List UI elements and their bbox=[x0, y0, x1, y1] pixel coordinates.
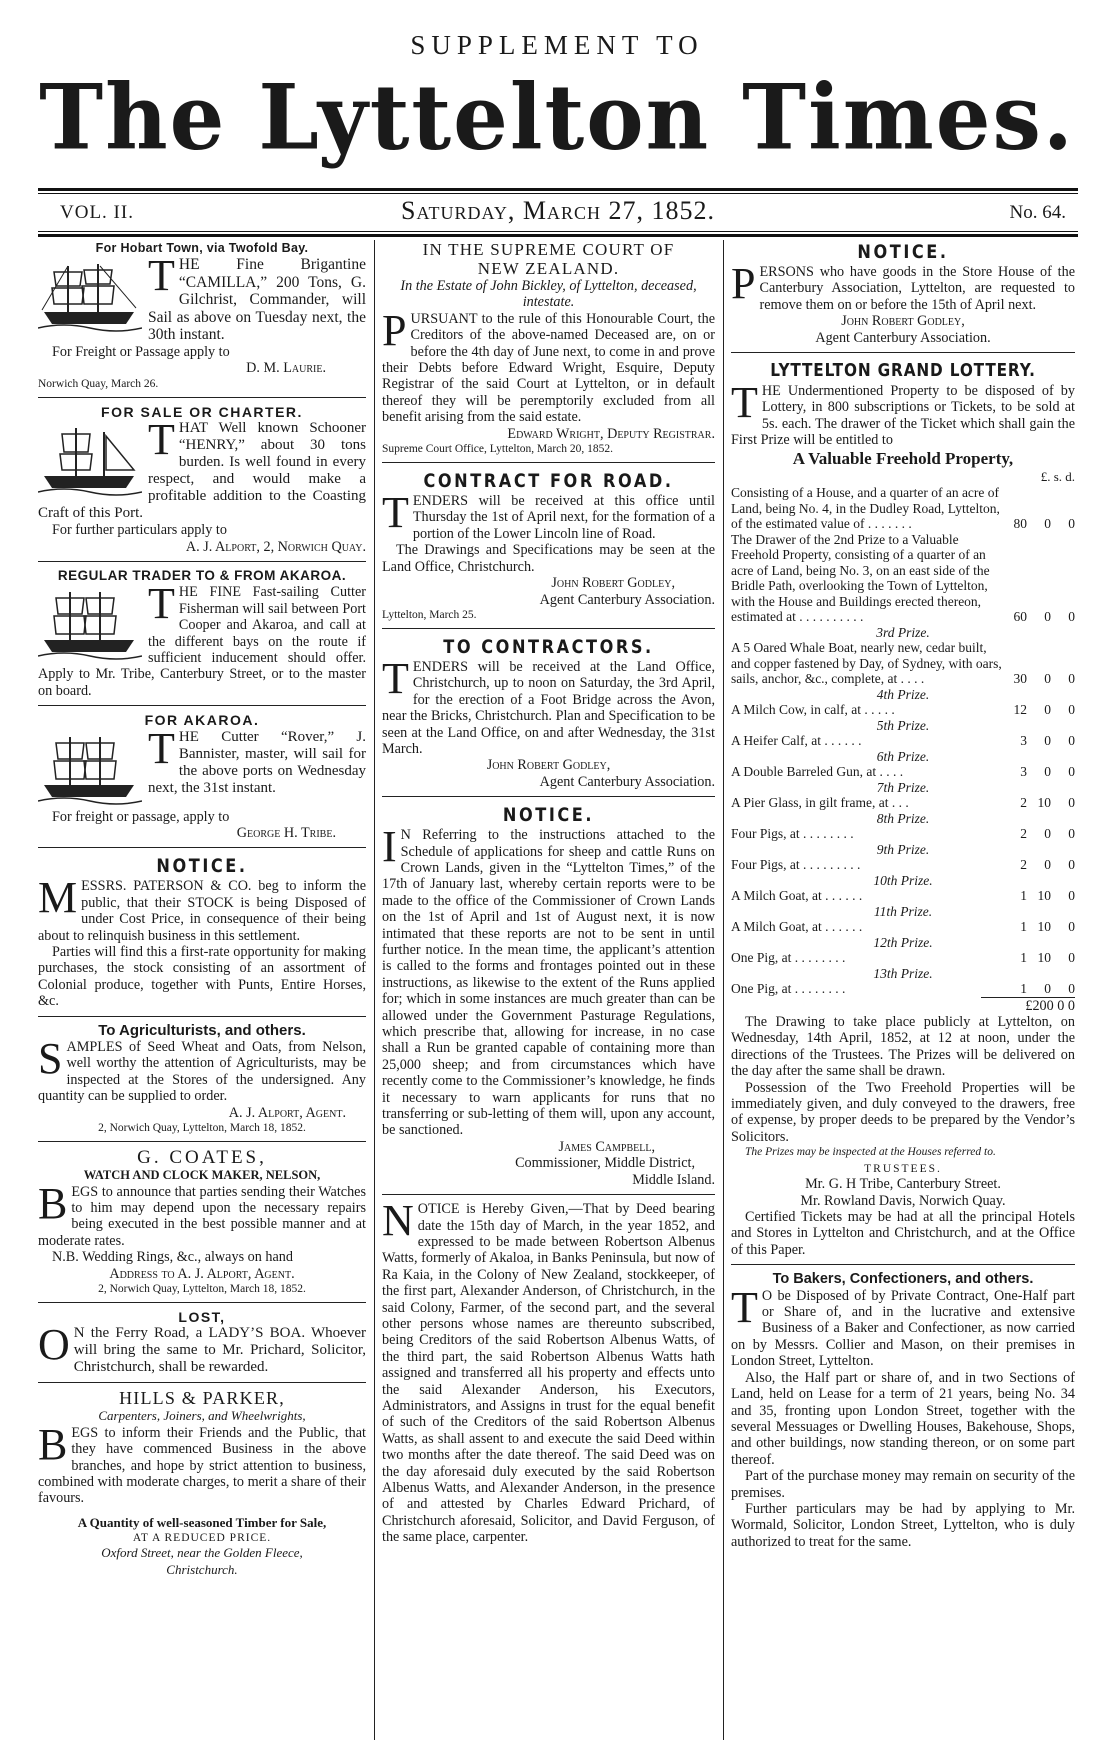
ad-contractors bbox=[382, 635, 715, 790]
prize-shillings: 0 bbox=[1044, 981, 1051, 997]
prize-row bbox=[731, 857, 1075, 873]
ad-footnote: 2, Norwich Quay, Lyttelton, March 18, 1852. bbox=[98, 1282, 306, 1295]
prize-label: 9th Prize. bbox=[876, 841, 930, 857]
reduced-price: AT A REDUCED PRICE. bbox=[132, 1532, 272, 1545]
ad-signature-2: Agent Canterbury Association. bbox=[815, 329, 991, 346]
ad-body: ENDERS will be received at this office until Thursday the 1st of April next, for the formation of a portion of the Lower Lincoln line of Road. bbox=[412, 493, 715, 542]
ad-body: HE FINE Fast-sailing Cutter Fisherman will sail between Port Cooper and Akaroa, and call at the different bays on the route if sufficient inducement should offer. Apply to Mr. Tribe, Canterbury Street, or to the master on board. bbox=[38, 584, 366, 699]
dateline-rule-thin bbox=[38, 231, 1078, 232]
ad-body: URSUANT to the rule of this Honourable Court, the Creditors of the above-named Deceased are, on or before the 4th day of June next, to come in and prove their Debts before Edward Wright, Esquire, Deputy Registrar of the said Court at Lyttelton, or in default thereof they will be peremptorily excluded from all benefit arising from the said estate. bbox=[382, 310, 715, 426]
ad-lottery bbox=[731, 359, 1075, 1258]
prize-row bbox=[731, 919, 1075, 935]
prize-row bbox=[731, 826, 1075, 842]
ad-coates bbox=[38, 1148, 366, 1296]
prize-pence: 0 bbox=[1068, 671, 1075, 687]
separator bbox=[731, 352, 1075, 353]
ad-sale-charter bbox=[38, 404, 366, 555]
prize-pence: 0 bbox=[1068, 733, 1075, 749]
prize-label: 3rd Prize. bbox=[876, 624, 930, 640]
prize-description: Four Pigs, at . . . . . . . . . bbox=[731, 857, 861, 873]
column-3 bbox=[731, 240, 1075, 1740]
ad-body: EGS to inform their Friends and the Public, that they have commenced Business in the above branches, and hope by strict attention to business, combined with moderate charges, to merit a share of their favours. bbox=[38, 1424, 366, 1507]
column-2 bbox=[382, 240, 715, 1740]
prize-shillings: 0 bbox=[1044, 671, 1051, 687]
drop-cap: T bbox=[382, 653, 409, 703]
ad-line: For freight or passage, apply to bbox=[52, 808, 230, 825]
prize-row bbox=[731, 950, 1075, 966]
prize-label-row bbox=[731, 780, 1075, 796]
separator bbox=[38, 1302, 366, 1303]
ad-signature: D. M. Laurie. bbox=[246, 360, 326, 377]
prize-pounds: 1 bbox=[1020, 919, 1027, 935]
separator bbox=[382, 462, 715, 463]
column-divider-1 bbox=[374, 240, 375, 1740]
prize-pounds: 12 bbox=[1013, 702, 1027, 718]
prize-shillings: 10 bbox=[1037, 888, 1051, 904]
prize-description: One Pig, at . . . . . . . . bbox=[731, 950, 846, 966]
ad-body: HE Cutter “Rover,” J. Bannister, master, will sail for the above ports on Wednesday next, the 31st instant. bbox=[148, 728, 366, 796]
prize-label-row bbox=[731, 935, 1075, 951]
prize-shillings: 0 bbox=[1044, 764, 1051, 780]
trustee-2: Mr. Rowland Davis, Norwich Quay. bbox=[800, 1192, 1006, 1209]
prize-label: 8th Prize. bbox=[876, 810, 930, 826]
prize-label-row bbox=[731, 904, 1075, 920]
ad-body: N Referring to the instructions attached to the Schedule of applications for sheep and cattle Runs on Crown Lands, given in the “Lyttelton Times,” of the 17th of January last, whereby certain reports were to be made to the office of the Commissioner of Crown Lands on the 1st of April and 1st of August next, it is now intimated that these reports are not to be sent in until further notice. In the mean time, the applicant’s attention is called to the forms and frontages pointed out in these instructions, as likewise to the extent of the Runs applied for; which in some instances are much greater than can be allowed under the Government Pasturage Regulations, which prescribe that, allowing for increase, in no case shall a Run be granted capable of containing more than 25,000 sheep; and from circumstances which have recently come to the Commissioner’s knowledge, he finds it necessary to warn applicants for runs that no transferring or sub-letting of them will, upon any account, be sanctioned. bbox=[382, 827, 715, 1139]
prize-description: The Drawer of the 2nd Prize to a Valuable Freehold Property, consisting of a quarter of an acre of Land, being No. 3, on an east side of the Bridle Path, overlooking the Town of Lyttelton, with the House and Buildings erected thereon, estimated at . . . . . . . . . . bbox=[731, 531, 990, 625]
ad-body-4: Further particulars may be had by applying to Mr. Wormald, Solicitor, London Street, Lyttelton, who is duly authorized to treat for the same. bbox=[731, 1500, 1075, 1550]
drop-cap: T bbox=[382, 488, 409, 538]
drop-cap: O bbox=[38, 1320, 70, 1370]
estate-line: In the Estate of John Bickley, of Lyttelton, deceased, intestate. bbox=[400, 278, 697, 311]
ad-heading: FOR AKAROA. bbox=[144, 712, 260, 729]
drop-cap: B bbox=[38, 1419, 68, 1469]
ad-body-2: Parties will find this a first-rate opportunity for making purchases, the stock consisting of an assortment of Colonial produce, together with Punts, Entire Horses, &c. bbox=[38, 944, 366, 1010]
ad-body: HE Fine Brigantine “CAMILLA,” 200 Tons, G. Gilchrist, Commander, will Sail as above on Tuesday next, the 30th instant. bbox=[148, 256, 366, 344]
prize-label: 6th Prize. bbox=[876, 748, 930, 764]
ad-footnote: Lyttelton, March 25. bbox=[382, 608, 477, 621]
prize-pence: 0 bbox=[1068, 826, 1075, 842]
prize-label: 5th Prize. bbox=[876, 717, 930, 733]
supplement-heading: SUPPLEMENT TO bbox=[410, 30, 704, 60]
prize-description: A Heifer Calf, at . . . . . . bbox=[731, 733, 862, 749]
ad-signature-2: Agent Canterbury Association. bbox=[539, 773, 715, 790]
drop-cap: M bbox=[38, 873, 78, 923]
prize-description: Consisting of a House, and a quarter of an acre of Land, being No. 4, in the Dudley Road, Lyttelton, of the estimated value of . . . . . . . bbox=[731, 485, 1000, 532]
prize-description: A Double Barreled Gun, at . . . . bbox=[731, 764, 904, 780]
ship-icon bbox=[38, 422, 142, 498]
prize-pence: 0 bbox=[1068, 950, 1075, 966]
ad-agriculturists bbox=[38, 1023, 366, 1135]
prize-pounds: 3 bbox=[1020, 733, 1027, 749]
prize-description: A Pier Glass, in gilt frame, at . . . bbox=[731, 795, 909, 811]
ad-body-2: N.B. Wedding Rings, &c., always on hand bbox=[52, 1249, 293, 1266]
ad-hills-parker bbox=[38, 1389, 366, 1578]
prize-pounds: 30 bbox=[1013, 671, 1027, 687]
prize-label-row bbox=[731, 966, 1075, 982]
drop-cap: I bbox=[382, 822, 397, 872]
ad-paterson bbox=[38, 854, 366, 1009]
ad-heading: For Hobart Town, via Twofold Bay. bbox=[95, 241, 309, 255]
ad-hobart bbox=[38, 240, 366, 391]
masthead-rule-top bbox=[38, 188, 1078, 191]
ad-subheading: WATCH AND CLOCK MAKER, NELSON, bbox=[83, 1168, 321, 1183]
ad-contract-road bbox=[382, 469, 715, 622]
prize-label: 13th Prize. bbox=[873, 965, 933, 981]
drop-cap: S bbox=[38, 1034, 63, 1084]
prize-label-row bbox=[731, 873, 1075, 889]
prize-pounds: 2 bbox=[1020, 857, 1027, 873]
prize-label: 4th Prize. bbox=[876, 686, 930, 702]
separator bbox=[38, 1382, 366, 1383]
ad-body: HE Undermentioned Property to be disposed of by Lottery, in 800 subscriptions or Tickets, to be sold at 5s. each. The drawer of the Ticket which shall gain the First Prize will be entitled to bbox=[731, 383, 1075, 449]
prize-label: 12th Prize. bbox=[873, 934, 933, 950]
ad-heading: REGULAR TRADER TO & FROM AKAROA. bbox=[57, 567, 347, 583]
drop-cap: T bbox=[731, 378, 758, 428]
prize-pence: 0 bbox=[1068, 516, 1075, 532]
prize-pence: 0 bbox=[1068, 764, 1075, 780]
separator bbox=[382, 1194, 715, 1195]
ship-icon bbox=[38, 586, 142, 662]
prize-pounds: 2 bbox=[1020, 826, 1027, 842]
masthead-rule-thin bbox=[38, 193, 1078, 194]
drop-cap: P bbox=[382, 305, 407, 355]
prize-description: One Pig, at . . . . . . . . bbox=[731, 981, 846, 997]
ad-footnote: Norwich Quay, March 26. bbox=[38, 377, 159, 390]
prize-shillings: 0 bbox=[1044, 857, 1051, 873]
inspection-notice: The Prizes may be inspected at the Houses referred to. bbox=[745, 1146, 996, 1159]
prize-row bbox=[731, 733, 1075, 749]
ad-bakers bbox=[731, 1271, 1075, 1550]
prize-label-row bbox=[731, 749, 1075, 765]
timber-notice: A Quantity of well-seasoned Timber for Sale, bbox=[77, 1514, 327, 1530]
drop-cap: P bbox=[731, 259, 756, 308]
separator bbox=[38, 1141, 366, 1142]
masthead-title: The Lyttelton Times. bbox=[39, 64, 1075, 171]
prize-label-row bbox=[731, 718, 1075, 734]
ad-footnote: 2, Norwich Quay, Lyttelton, March 18, 1852. bbox=[98, 1122, 306, 1135]
ad-signature: James Campbell, bbox=[558, 1138, 655, 1155]
prize-shillings: 0 bbox=[1044, 826, 1051, 842]
ad-body: ERSONS who have goods in the Store House of the Canterbury Association, Lyttelton, are requested to remove them on or before the 15th of April next. bbox=[759, 264, 1075, 313]
drop-cap: T bbox=[148, 723, 175, 773]
prize-label-row bbox=[731, 625, 1075, 641]
prize-pounds: 1 bbox=[1020, 981, 1027, 997]
tickets-notice: Certified Tickets may be had at all the principal Hotels and Stores in Lyttelton and Christchurch, and at the Office of this Paper. bbox=[731, 1209, 1075, 1258]
ship-icon bbox=[38, 258, 142, 334]
prize-description: A 5 Oared Whale Boat, nearly new, cedar built, and copper fastened by Day, of Sydney, with oars, sails, anchor, &c., complete, at . . . . bbox=[731, 640, 1002, 687]
dateline bbox=[40, 196, 1076, 230]
prize-pence: 0 bbox=[1068, 919, 1075, 935]
drop-cap: B bbox=[38, 1178, 68, 1228]
ad-signature: Address to A. J. Alport, Agent. bbox=[109, 1265, 295, 1282]
ad-subheading: A Valuable Freehold Property, bbox=[792, 448, 1014, 468]
drop-cap: T bbox=[148, 579, 175, 629]
drop-cap: N bbox=[382, 1196, 414, 1246]
ad-signature: A. J. Alport, Agent. bbox=[228, 1104, 346, 1121]
issue-number: No. 64. bbox=[1009, 202, 1066, 223]
prize-shillings: 0 bbox=[1044, 516, 1051, 532]
volume: VOL. II. bbox=[60, 202, 134, 223]
ad-signature: Edward Wright, Deputy Registrar. bbox=[507, 425, 715, 442]
prize-shillings: 0 bbox=[1044, 609, 1051, 625]
ad-heading: G. COATES, bbox=[137, 1147, 267, 1169]
ad-body: EGS to announce that parties sending their Watches to him may depend upon the necessary repairs being executed in the best possible manner and at moderate rates. bbox=[38, 1183, 366, 1249]
ad-signature-2: Commissioner, Middle District, bbox=[515, 1155, 695, 1172]
prize-description: A Milch Goat, at . . . . . . bbox=[731, 888, 863, 904]
ad-heading: NOTICE. bbox=[502, 804, 595, 827]
ad-body: N the Ferry Road, a LADY’S BOA. Whoever will bring the same to Mr. Prichard, Solicitor, Christchurch, shall be rewarded. bbox=[73, 1325, 366, 1376]
trustee-1: Mr. G. H Tribe, Canterbury Street. bbox=[805, 1176, 1001, 1193]
trustees-heading: TRUSTEES. bbox=[864, 1163, 942, 1176]
prize-label: 10th Prize. bbox=[873, 872, 933, 888]
prize-description: A Milch Goat, at . . . . . . bbox=[731, 919, 863, 935]
prize-row bbox=[731, 640, 1075, 687]
prize-pence: 0 bbox=[1068, 888, 1075, 904]
prize-row bbox=[731, 532, 1075, 625]
drawing-notice: The Drawing to take place publicly at Lyttelton, on Wednesday, 14th April, 1852, at 12 at noon, under the directions of the Trustees. The Prizes will be delivered on the day after the same shall be drawn. bbox=[731, 1013, 1075, 1080]
separator bbox=[38, 1016, 366, 1017]
currency-header: £. s. d. bbox=[1040, 468, 1075, 484]
prize-table bbox=[731, 485, 1075, 997]
prize-label-row bbox=[731, 687, 1075, 703]
ad-signature: John Robert Godley, bbox=[551, 575, 675, 592]
prize-label: 7th Prize. bbox=[876, 779, 930, 795]
prize-label: 11th Prize. bbox=[873, 903, 933, 919]
separator bbox=[38, 847, 366, 848]
ad-body-3: Part of the purchase money may remain on security of the premises. bbox=[731, 1468, 1075, 1501]
ad-footnote: Supreme Court Office, Lyttelton, March 20, 1852. bbox=[382, 443, 614, 456]
ad-heading: LOST, bbox=[178, 1308, 226, 1325]
ad-signature: John Robert Godley, bbox=[486, 757, 611, 774]
ship-icon bbox=[38, 731, 142, 807]
ad-signature-2: Agent Canterbury Association. bbox=[539, 591, 715, 608]
dateline-rule-bottom bbox=[38, 234, 1078, 237]
prize-pence: 0 bbox=[1068, 702, 1075, 718]
prize-pence: 0 bbox=[1068, 609, 1075, 625]
prize-shillings: 10 bbox=[1037, 795, 1051, 811]
ad-heading: LYTTELTON GRAND LOTTERY. bbox=[770, 360, 1036, 382]
separator bbox=[38, 561, 366, 562]
ad-heading: To Bakers, Confectioners, and others. bbox=[772, 1271, 1034, 1288]
separator bbox=[38, 705, 366, 706]
ad-body: O be Disposed of by Private Contract, One-Half part or Share of, and in the lucrative and extensive Business of a Baker and Confectioner, as now carried on by Messrs. Collier and Mason, on their premises in London Street, Lyttelton. bbox=[731, 1287, 1075, 1370]
address-line-1: Oxford Street, near the Golden Fleece, bbox=[101, 1545, 303, 1561]
column-divider-2 bbox=[723, 240, 724, 1740]
column-1 bbox=[38, 240, 366, 1740]
possession-notice: Possession of the Two Freehold Properties will be immediately given, and duly conveyed to the drawers, free of expense, by proper deeds to be prepared by the Vendor’s Solicitors. bbox=[731, 1079, 1075, 1145]
prize-row bbox=[731, 485, 1075, 532]
prize-pounds: 3 bbox=[1020, 764, 1027, 780]
ad-line: For further particulars apply to bbox=[52, 522, 227, 539]
prize-description: Four Pigs, at . . . . . . . . bbox=[731, 826, 854, 842]
prize-row bbox=[731, 702, 1075, 718]
ad-signature: A. J. Alport, 2, Norwich Quay. bbox=[185, 538, 366, 555]
ad-heading: TO CONTRACTORS. bbox=[443, 635, 654, 658]
separator bbox=[382, 628, 715, 629]
prize-shillings: 0 bbox=[1044, 702, 1051, 718]
prize-shillings: 10 bbox=[1037, 919, 1051, 935]
ad-deed bbox=[382, 1196, 715, 1546]
ad-signature-3: Middle Island. bbox=[632, 1171, 715, 1188]
prize-row bbox=[731, 795, 1075, 811]
ad-heading: NOTICE. bbox=[857, 241, 949, 263]
prize-pence: 0 bbox=[1068, 795, 1075, 811]
ad-heading: To Agriculturists, and others. bbox=[98, 1021, 306, 1039]
prize-pence: 0 bbox=[1068, 981, 1075, 997]
ad-store-notice bbox=[731, 240, 1075, 346]
ad-heading: IN THE SUPREME COURT OF bbox=[422, 240, 675, 259]
ad-heading: FOR SALE OR CHARTER. bbox=[101, 403, 303, 420]
prize-pounds: 2 bbox=[1020, 795, 1027, 811]
drop-cap: T bbox=[148, 251, 175, 301]
ad-for-akaroa bbox=[38, 712, 366, 841]
ad-heading: HILLS & PARKER, bbox=[119, 1388, 285, 1409]
prize-shillings: 10 bbox=[1037, 950, 1051, 966]
address-line-2: Christchurch. bbox=[166, 1561, 238, 1577]
ad-supreme-court bbox=[382, 240, 715, 456]
drop-cap: T bbox=[731, 1282, 758, 1332]
ad-heading: CONTRACT FOR ROAD. bbox=[423, 470, 674, 493]
issue-date: Saturday, March 27, 1852. bbox=[401, 196, 715, 225]
lottery-total: £200 0 0 bbox=[981, 997, 1075, 1014]
ad-crown-runs bbox=[382, 803, 715, 1188]
ad-line: For Freight or Passage apply to bbox=[52, 343, 230, 360]
prize-description: A Milch Cow, in calf, at . . . . . bbox=[731, 702, 895, 718]
prize-pounds: 60 bbox=[1013, 609, 1027, 625]
ad-subheading: Carpenters, Joiners, and Wheelwrights, bbox=[98, 1408, 306, 1424]
ad-body: ESSRS. PATERSON & CO. beg to inform the public, that their STOCK is being Disposed of under Cost Price, in consequence of their being about to relinquish business in this settlement. bbox=[38, 878, 366, 944]
ad-body-2: Also, the Half part or share of, and in two Sections of Land, held on Lease for a term of 21 years, being No. 34 and 35, fronting upon London Street, together with the several Messuages or Dwelling Houses, Bakehouse, Shops, and other buildings, now standing thereon, or on some part thereof. bbox=[731, 1369, 1075, 1468]
prize-pence: 0 bbox=[1068, 857, 1075, 873]
ad-lost bbox=[38, 1309, 366, 1376]
separator bbox=[38, 397, 366, 398]
prize-row bbox=[731, 981, 1075, 997]
separator bbox=[382, 796, 715, 797]
prize-pounds: 1 bbox=[1020, 888, 1027, 904]
ad-heading: NOTICE. bbox=[156, 855, 248, 878]
separator bbox=[731, 1264, 1075, 1265]
ad-signature: John Robert Godley, bbox=[841, 313, 965, 330]
prize-row bbox=[731, 764, 1075, 780]
ad-body: OTICE is Hereby Given,—That by Deed bearing date the 15th day of March, in the year 1852, and expressed to be made between Robertson Albenus Watts, formerly of Akaloa, in Banks Peninsula, but now of Ra Kaia, in the Colony of New Zealand, stockkeeper, of the first part, Alexander Anderson, of Christchurch, in the said Colony, Farmer, of the second part, and the several other persons whose names are thereunto subscribed, being Creditors of the said Robertson Albenus Watts, of the third part, the said Robertson Albenus Watts hath assigned and transferred all his property and effects unto the said Alexander Anderson, his Executors, Administrators, and Assigns in trust for the equal benefit of such of the Creditors of the said Robertson Albenus Watts, as shall assent to and execute the said Deed within two months after the date thereof. The said Deed was on the day aforesaid duly executed by the said Robertson Albenus Watts, and Alexander Anderson, in the presence of and attested by Charles Edward Prichard, of Christchurch aforesaid, Solicitor, and David Ferguson, of the same place, carpenter. bbox=[382, 1201, 715, 1546]
ad-signature: George H. Tribe. bbox=[236, 825, 336, 841]
prize-shillings: 0 bbox=[1044, 733, 1051, 749]
ad-body: HAT Well known Schooner “HENRY,” about 30 tons burden. Is well found in every respect, and would make a profitable addition to the Coasting Craft of this Port. bbox=[38, 420, 366, 522]
prize-pounds: 1 bbox=[1020, 950, 1027, 966]
drop-cap: T bbox=[148, 415, 175, 465]
ad-body: ENDERS will be received at the Land Office, Christchurch, up to noon on Saturday, the 3rd April, for the erection of a Foot Bridge across the Avon, near the Bricks, Christchurch. Plan and Specification to be seen at the Land Office, on and after Wednesday, the 31st March. bbox=[382, 658, 715, 757]
prize-pounds: 80 bbox=[1013, 516, 1027, 532]
ad-body: AMPLES of Seed Wheat and Oats, from Nelson, well worthy the attention of Agriculturists, may be inspected at the Stores of the undersigned. Any quantity can be supplied to order. bbox=[38, 1039, 366, 1105]
ad-body-2: The Drawings and Specifications may be seen at the Land Office, Christchurch. bbox=[382, 542, 715, 575]
prize-label-row bbox=[731, 842, 1075, 858]
prize-label-row bbox=[731, 811, 1075, 827]
ad-heading-2: NEW ZEALAND. bbox=[477, 259, 620, 278]
ad-akaroa-trader bbox=[38, 568, 366, 699]
prize-row bbox=[731, 888, 1075, 904]
